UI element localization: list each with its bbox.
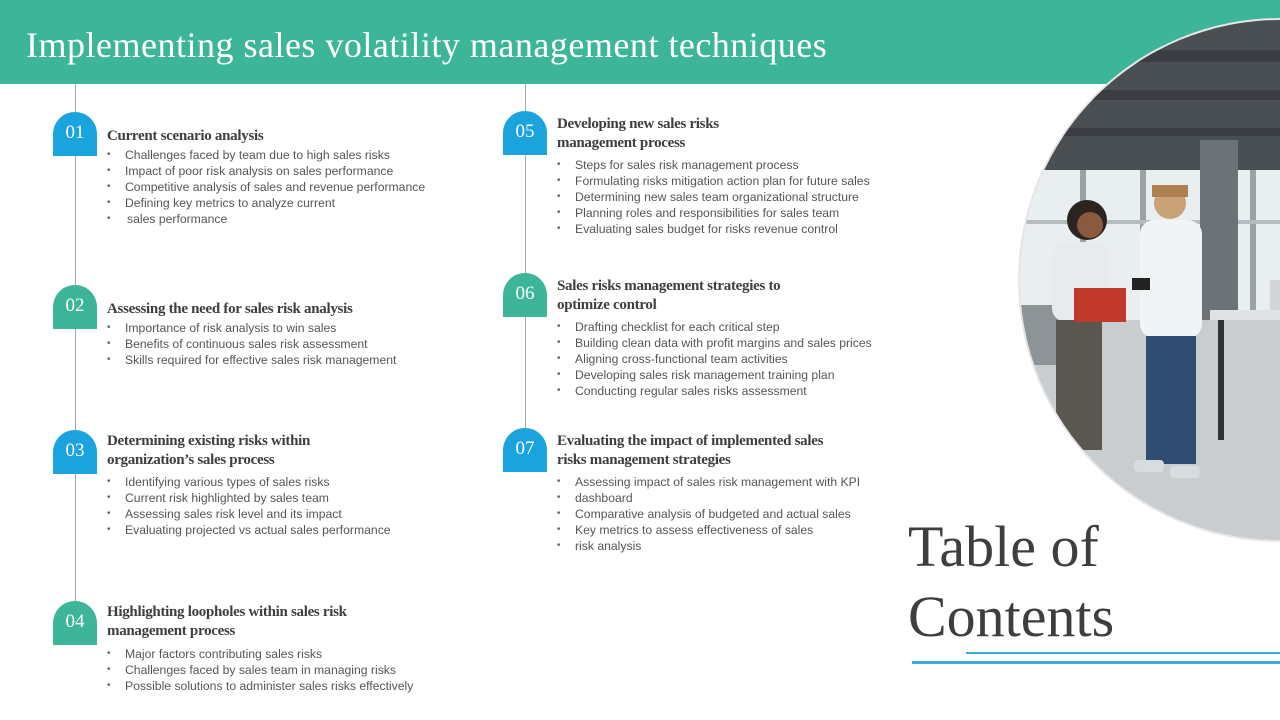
list-item: • Major factors contributing sales risks	[107, 646, 413, 662]
list-item: • Skills required for effective sales risk management	[107, 352, 396, 368]
list-item: • Identifying various types of sales risks	[107, 474, 391, 490]
list-item: • Importance of risk analysis to win sales	[107, 320, 396, 336]
toc-item-03	[53, 430, 493, 550]
item-number-badge: 04	[53, 601, 97, 645]
item-title: Highlighting loopholes within sales risk management process	[107, 604, 347, 639]
toc-item-06	[503, 273, 923, 403]
toc-item-02	[53, 285, 493, 375]
item-number-badge: 01	[53, 112, 97, 156]
item-number-badge: 07	[503, 428, 547, 472]
toc-item-07	[503, 428, 923, 558]
toc-item-01	[53, 112, 493, 232]
toc-item-05	[503, 111, 923, 241]
list-item: • Evaluating projected vs actual sales performance	[107, 522, 391, 538]
item-bullet-list	[107, 320, 396, 368]
item-bullet-list	[557, 474, 860, 554]
toc-item-04	[53, 601, 493, 701]
item-bullet-list	[107, 646, 413, 694]
toc-heading	[908, 512, 1114, 652]
list-item: • Defining key metrics to analyze current	[107, 195, 425, 211]
page-title: Implementing sales volatility management techniques	[26, 25, 828, 65]
list-item: • Conducting regular sales risks assessment	[557, 383, 872, 399]
list-item: • Key metrics to assess effectiveness of sales	[557, 522, 860, 538]
list-item-continuation: • dashboard	[557, 490, 860, 506]
list-item: • Benefits of continuous sales risk assessment	[107, 336, 396, 352]
toc-heading-line-1: Table of	[908, 514, 1099, 579]
item-bullet-list	[107, 474, 391, 538]
list-item: • Determining new sales team organizational structure	[557, 189, 870, 205]
item-number-badge: 03	[53, 430, 97, 474]
list-item-continuation: • sales performance	[107, 211, 425, 227]
list-item-continuation: • risk analysis	[557, 538, 860, 554]
item-title: Current scenario analysis	[107, 128, 264, 144]
list-item: • Formulating risks mitigation action plan for future sales	[557, 173, 870, 189]
item-number-badge: 02	[53, 285, 97, 329]
list-item: • Impact of poor risk analysis on sales performance	[107, 163, 425, 179]
list-item: • Possible solutions to administer sales risks effectively	[107, 678, 413, 694]
list-item: • Comparative analysis of budgeted and actual sales	[557, 506, 860, 522]
item-bullet-list	[557, 319, 872, 399]
item-bullet-list	[107, 147, 425, 227]
office-photo	[1020, 20, 1280, 540]
office-scene-illustration	[1020, 20, 1280, 540]
item-title: Evaluating the impact of implemented sales risks management strategies	[557, 433, 824, 468]
item-title: Assessing the need for sales risk analysis	[107, 301, 353, 317]
item-number-badge: 06	[503, 273, 547, 317]
list-item: • Developing sales risk management training plan	[557, 367, 872, 383]
item-number-badge: 05	[503, 111, 547, 155]
list-item: • Steps for sales risk management process	[557, 157, 870, 173]
heading-underline-short	[966, 652, 1280, 654]
list-item: • Planning roles and responsibilities for sales team	[557, 205, 870, 221]
toc-heading-line-2: Contents	[908, 584, 1115, 649]
list-item: • Assessing impact of sales risk management with KPI	[557, 474, 860, 490]
list-item: • Evaluating sales budget for risks revenue control	[557, 221, 870, 237]
list-item: • Drafting checklist for each critical step	[557, 319, 872, 335]
list-item: • Aligning cross-functional team activities	[557, 351, 872, 367]
header-bar	[0, 0, 1280, 84]
list-item: • Challenges faced by sales team in managing risks	[107, 662, 413, 678]
heading-underline-long	[912, 661, 1280, 664]
list-item: • Assessing sales risk level and its impact	[107, 506, 391, 522]
list-item: • Challenges faced by team due to high sales risks	[107, 147, 425, 163]
list-item: • Competitive analysis of sales and revenue performance	[107, 179, 425, 195]
item-title: Developing new sales risks management process	[557, 116, 719, 151]
item-title: Sales risks management strategies to optimize control	[557, 278, 781, 313]
list-item: • Building clean data with profit margins and sales prices	[557, 335, 872, 351]
item-title: Determining existing risks within organization’s sales process	[107, 433, 311, 468]
list-item: • Current risk highlighted by sales team	[107, 490, 391, 506]
item-bullet-list	[557, 157, 870, 237]
